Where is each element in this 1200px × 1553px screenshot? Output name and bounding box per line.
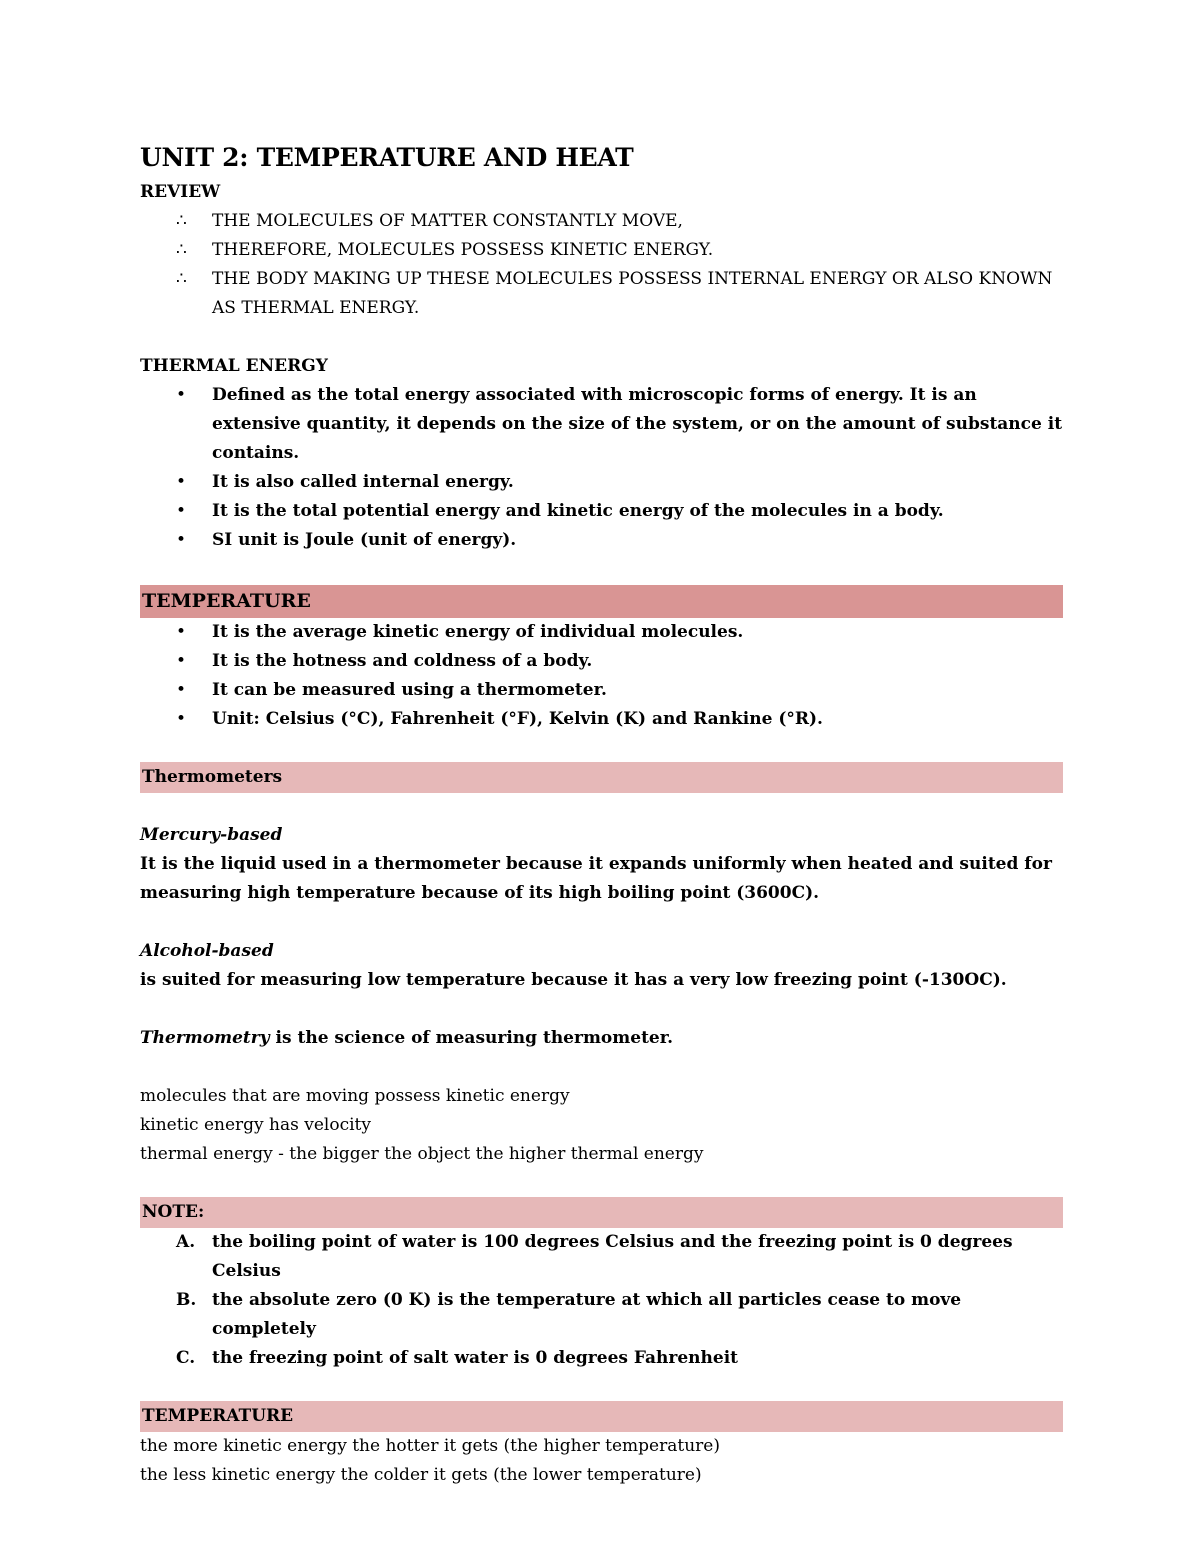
temperature2-line: the more kinetic energy the hotter it gets (the higher temperature) bbox=[140, 1436, 720, 1456]
temperature-heading-band: TEMPERATURE bbox=[140, 585, 1063, 618]
list-item-text: the freezing point of salt water is 0 degrees Fahrenheit bbox=[212, 1348, 739, 1368]
list-item-text: It is the hotness and coldness of a body. bbox=[212, 651, 593, 671]
list-item bbox=[140, 618, 1063, 647]
thermometry-definition bbox=[140, 1024, 1063, 1053]
bullet-icon: • bbox=[176, 622, 187, 642]
list-item bbox=[140, 207, 1063, 236]
list-item-text: the absolute zero (0 K) is the temperature at which all particles cease to move completely bbox=[212, 1290, 962, 1339]
temperature-list bbox=[140, 618, 1063, 734]
list-item bbox=[140, 497, 1063, 526]
therefore-marker: ∴ bbox=[176, 211, 187, 231]
note-line: molecules that are moving possess kinetic energy bbox=[140, 1086, 570, 1106]
document-page bbox=[140, 138, 1063, 1490]
thermal-energy-heading: THERMAL ENERGY bbox=[140, 356, 328, 376]
list-item bbox=[140, 236, 1063, 265]
thermometry-text: is the science of measuring thermometer. bbox=[269, 1028, 674, 1048]
list-item bbox=[140, 676, 1063, 705]
list-item-text: It is the average kinetic energy of individual molecules. bbox=[212, 622, 744, 642]
list-letter: A. bbox=[176, 1232, 196, 1252]
bullet-icon: • bbox=[176, 651, 187, 671]
bullet-icon: • bbox=[176, 530, 187, 550]
list-item bbox=[140, 526, 1063, 555]
note-heading-band: NOTE: bbox=[140, 1197, 1063, 1228]
list-item-text: THE BODY MAKING UP THESE MOLECULES POSSESS INTERNAL ENERGY OR ALSO KNOWN AS THERMAL ENERGY. bbox=[212, 269, 1053, 318]
thermometry-term: Thermometry bbox=[140, 1028, 270, 1048]
bullet-icon: • bbox=[176, 680, 187, 700]
therefore-marker: ∴ bbox=[176, 240, 187, 260]
alcohol-text: is suited for measuring low temperature because it has a very low freezing point (-130OC). bbox=[140, 970, 1007, 990]
list-letter: C. bbox=[176, 1348, 196, 1368]
bullet-icon: • bbox=[176, 472, 187, 492]
mercury-title: Mercury-based bbox=[140, 825, 283, 845]
list-item bbox=[140, 1286, 1063, 1344]
list-letter: B. bbox=[176, 1290, 197, 1310]
temperature2-line: the less kinetic energy the colder it gets (the lower temperature) bbox=[140, 1465, 702, 1485]
list-item-text: It is also called internal energy. bbox=[212, 472, 514, 492]
list-item-text: Unit: Celsius (°C), Fahrenheit (°F), Kelvin (K) and Rankine (°R). bbox=[212, 709, 823, 729]
bullet-icon: • bbox=[176, 385, 187, 405]
temperature2-heading-band: TEMPERATURE bbox=[140, 1401, 1063, 1432]
page-title: UNIT 2: TEMPERATURE AND HEAT bbox=[140, 143, 634, 172]
list-item bbox=[140, 468, 1063, 497]
review-list bbox=[140, 207, 1063, 323]
list-item bbox=[140, 1228, 1063, 1286]
list-item-text: SI unit is Joule (unit of energy). bbox=[212, 530, 517, 550]
list-item bbox=[140, 265, 1063, 323]
thermal-energy-list bbox=[140, 381, 1063, 555]
review-heading: REVIEW bbox=[140, 182, 221, 202]
note-line: kinetic energy has velocity bbox=[140, 1115, 371, 1135]
list-item-text: Defined as the total energy associated with microscopic forms of energy. It is an extensive quantity, it depends on the size of the system, or on the amount of substance it contains. bbox=[212, 385, 1063, 463]
note-line: thermal energy - the bigger the object the higher thermal energy bbox=[140, 1144, 704, 1164]
mercury-text: It is the liquid used in a thermometer because it expands uniformly when heated and suited for measuring high temperature because of its high boiling point (3600C). bbox=[140, 854, 1052, 903]
note-list bbox=[140, 1228, 1063, 1373]
list-item-text: It is the total potential energy and kinetic energy of the molecules in a body. bbox=[212, 501, 944, 521]
list-item-text: the boiling point of water is 100 degrees Celsius and the freezing point is 0 degrees Celsius bbox=[212, 1232, 1013, 1281]
thermometers-heading-band: Thermometers bbox=[140, 762, 1063, 793]
list-item-text: It can be measured using a thermometer. bbox=[212, 680, 607, 700]
list-item bbox=[140, 1344, 1063, 1373]
list-item-text: THEREFORE, MOLECULES POSSESS KINETIC ENERGY. bbox=[212, 240, 714, 260]
list-item bbox=[140, 705, 1063, 734]
list-item bbox=[140, 381, 1063, 468]
list-item bbox=[140, 647, 1063, 676]
therefore-marker: ∴ bbox=[176, 269, 187, 289]
list-item-text: THE MOLECULES OF MATTER CONSTANTLY MOVE, bbox=[212, 211, 683, 231]
bullet-icon: • bbox=[176, 709, 187, 729]
bullet-icon: • bbox=[176, 501, 187, 521]
alcohol-title: Alcohol-based bbox=[140, 941, 274, 961]
